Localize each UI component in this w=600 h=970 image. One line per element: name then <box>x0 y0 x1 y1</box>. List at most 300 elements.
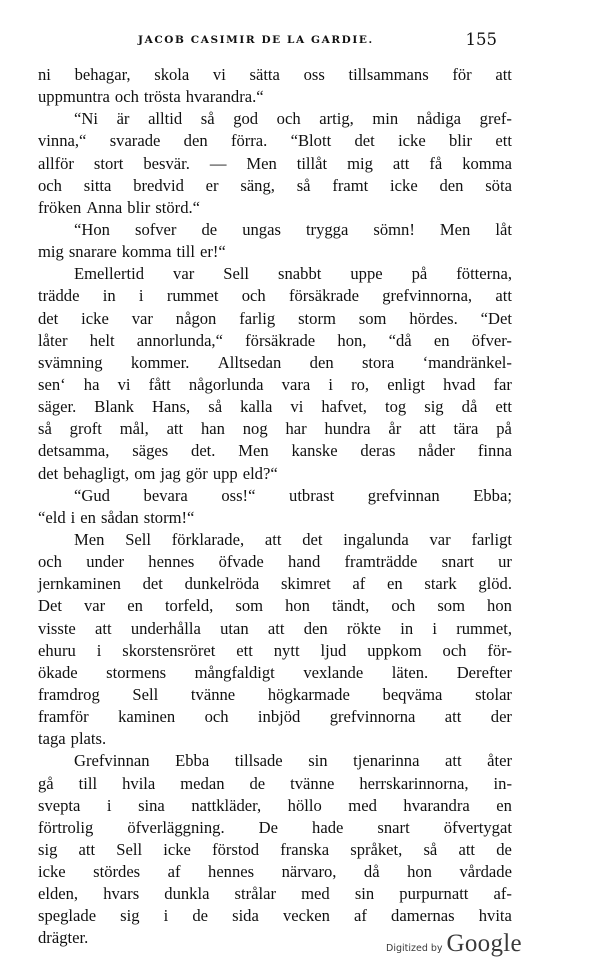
word: har <box>285 419 307 439</box>
word: hvita <box>478 906 512 926</box>
word: mål, <box>119 419 149 439</box>
word: mångfaldigt <box>194 662 275 682</box>
word: uppe <box>350 264 383 284</box>
word: så <box>423 839 438 859</box>
word: tillåt <box>296 153 328 173</box>
word: gå <box>38 773 54 793</box>
word: tog <box>384 397 407 417</box>
word: hade <box>312 817 344 837</box>
word: åter <box>487 751 512 771</box>
word: närvaro, <box>281 862 337 882</box>
word: inbjöd <box>257 707 301 727</box>
word: och <box>204 707 229 727</box>
word: Men <box>74 529 105 549</box>
word: hvad <box>443 374 476 394</box>
word: hennes <box>148 552 195 572</box>
word: i <box>138 286 144 306</box>
word: fötterna, <box>456 264 512 284</box>
word: framdrog <box>38 684 100 704</box>
word: beqväma <box>382 684 443 704</box>
word: vi <box>212 65 226 84</box>
text-line <box>38 463 512 485</box>
word: att <box>95 618 112 638</box>
word: kaminen <box>118 707 176 727</box>
word: var <box>84 596 106 616</box>
word: trygga <box>305 219 349 239</box>
word: någorlunda <box>188 374 264 394</box>
word: farlig <box>239 308 276 328</box>
word: besvär. <box>143 153 190 173</box>
word: att <box>78 839 96 859</box>
word: icke <box>163 839 191 859</box>
word: öfvertygat <box>443 817 512 837</box>
word: kanske <box>291 441 338 461</box>
word: hvarandra <box>403 795 470 815</box>
word: till <box>78 773 98 793</box>
word: som <box>358 308 387 328</box>
word: storm!“ <box>143 507 195 527</box>
word: öfvade <box>218 552 264 572</box>
word: han <box>200 419 225 439</box>
text-line <box>38 108 512 130</box>
word: så <box>38 419 52 439</box>
word: ljud <box>320 640 347 660</box>
word: någon <box>175 308 217 328</box>
word: hvarandra.“ <box>185 87 264 107</box>
word: Blank <box>94 397 134 417</box>
word: icke <box>390 175 418 195</box>
word: tändt, <box>331 596 370 616</box>
text-line <box>38 529 512 551</box>
page-number: 155 <box>465 30 497 49</box>
word: i <box>70 507 76 527</box>
word: i <box>163 906 169 926</box>
word: “eld <box>38 507 66 527</box>
word: visste <box>38 618 76 638</box>
word: vara <box>281 374 311 394</box>
word: det <box>38 308 59 328</box>
word: “Ni <box>74 109 98 129</box>
word: att <box>419 419 436 439</box>
word: snart <box>377 817 410 837</box>
word: de <box>192 906 209 926</box>
word: det <box>38 463 59 483</box>
word: er <box>205 175 219 195</box>
word: torfeld, <box>164 596 214 616</box>
word: Sell <box>223 264 250 284</box>
text-line <box>38 795 512 817</box>
word: De <box>258 817 278 837</box>
word: sina <box>138 795 165 815</box>
word: att <box>166 419 184 439</box>
word: utbrast <box>289 485 335 505</box>
word: Hans, <box>151 397 191 417</box>
word: blir <box>449 131 473 151</box>
word: ett <box>495 131 512 151</box>
word: farligt <box>471 529 512 549</box>
word: ingalunda <box>343 529 409 549</box>
word: säng, <box>240 175 275 195</box>
word: låter <box>38 330 68 350</box>
word: en <box>387 574 403 594</box>
text-line <box>38 773 512 795</box>
word: trösta <box>143 87 181 107</box>
word: försäkrade <box>288 286 359 306</box>
word: för- <box>487 640 512 660</box>
word: och <box>442 640 467 660</box>
word: dunkla <box>164 884 210 904</box>
word: sofver <box>134 219 177 239</box>
word: ehuru <box>38 640 76 660</box>
text-line <box>38 595 512 617</box>
word: att <box>444 707 462 727</box>
word: och <box>241 286 266 306</box>
word: elden, <box>38 884 79 904</box>
word: nåder <box>418 441 456 461</box>
word: plats. <box>70 729 107 749</box>
word: sätta <box>249 65 280 84</box>
word: helt <box>89 330 115 350</box>
text-line <box>38 352 512 374</box>
word: vi <box>290 397 304 417</box>
word: då <box>461 397 478 417</box>
word: deras <box>360 441 396 461</box>
word: framträdde <box>344 552 418 572</box>
word: “Gud <box>74 485 110 505</box>
word: hon <box>487 596 512 616</box>
word: att <box>458 839 476 859</box>
text-line <box>38 750 512 772</box>
word: den <box>439 175 464 195</box>
word: tillsammans <box>348 65 429 84</box>
word: öfverläggning. <box>127 817 225 837</box>
word: sömn! <box>373 219 415 239</box>
text-line <box>38 241 512 263</box>
word: öfver- <box>471 330 512 350</box>
text-line <box>38 308 512 330</box>
word: hundra <box>324 419 371 439</box>
text-line <box>38 440 512 462</box>
word: under <box>86 552 125 572</box>
text-line <box>38 485 512 507</box>
text-line <box>38 219 512 241</box>
text-line <box>38 285 512 307</box>
word: drägter. <box>38 928 89 948</box>
text-line <box>38 374 512 396</box>
word: hvars <box>103 884 140 904</box>
word: säger. <box>38 397 77 417</box>
word: är <box>116 109 130 129</box>
word: det <box>142 574 163 594</box>
word: säges <box>132 441 169 461</box>
word: icke <box>38 862 66 882</box>
word: och <box>276 109 301 129</box>
word: hon <box>285 596 310 616</box>
word: detsamma, <box>38 441 110 461</box>
word: att <box>392 153 410 173</box>
word: hennes <box>208 862 255 882</box>
word: ‘mandränkel- <box>422 352 512 372</box>
word: icke <box>398 131 426 151</box>
word: en <box>433 330 450 350</box>
word: Men <box>246 153 277 173</box>
word: Det <box>38 596 62 616</box>
word: som <box>437 596 466 616</box>
word: hon <box>407 862 432 882</box>
word: grefvinnorna, <box>382 286 473 306</box>
word: kalla <box>240 397 273 417</box>
word: vexlande <box>303 662 364 682</box>
word: som <box>235 596 264 616</box>
word: framför <box>38 707 89 727</box>
word: grefvinnan <box>367 485 440 505</box>
google-logo: Google <box>446 930 522 957</box>
word: så <box>296 175 311 195</box>
word: icke <box>81 308 109 328</box>
word: franska <box>280 839 330 859</box>
word: stormens <box>106 662 167 682</box>
word: fått <box>148 374 171 394</box>
word: den <box>309 352 334 372</box>
word: att <box>495 65 512 84</box>
word: annorlunda,“ <box>136 330 223 350</box>
text-line <box>38 396 512 418</box>
text-line <box>38 728 512 750</box>
word: att <box>495 286 512 306</box>
word: ro, <box>351 374 370 394</box>
word: “Hon <box>74 219 110 239</box>
word: om <box>134 463 156 483</box>
word: mig <box>38 242 64 262</box>
digitized-watermark <box>386 930 522 964</box>
word: i <box>328 374 333 394</box>
word: stora <box>361 352 395 372</box>
word: och <box>38 552 62 572</box>
word: då <box>363 862 380 882</box>
word: sin <box>354 884 375 904</box>
word: nattkläder, <box>191 795 262 815</box>
word: in <box>400 618 414 638</box>
word: speglade <box>38 906 97 926</box>
word: enligt <box>387 374 425 394</box>
text-line <box>38 684 512 706</box>
word: förra. <box>230 131 268 151</box>
word: trädde <box>38 286 80 306</box>
word: hafvet, <box>321 397 367 417</box>
text-line <box>38 330 512 352</box>
word: “då <box>388 330 412 350</box>
word: Anna <box>86 197 123 217</box>
word: alltid <box>148 109 183 129</box>
word: ett <box>236 640 253 660</box>
word: taga <box>38 729 66 749</box>
word: stark <box>424 574 457 594</box>
text-line <box>38 64 512 86</box>
word: fröken <box>38 197 82 217</box>
word: tära <box>453 419 479 439</box>
word: tjenarinna <box>353 751 420 771</box>
word: bevara <box>143 485 188 505</box>
text-line <box>38 130 512 152</box>
word: de <box>201 219 218 239</box>
text-line <box>38 618 512 640</box>
word: utan <box>220 618 249 638</box>
word: sig <box>424 397 444 417</box>
word: svepta <box>38 795 81 815</box>
word: sådan <box>100 507 139 527</box>
word: Derefter <box>456 662 512 682</box>
word: ha <box>83 374 100 394</box>
word: Grefvinnan <box>74 751 150 771</box>
word: den <box>303 618 328 638</box>
word: oss <box>303 65 325 84</box>
word: artig, <box>319 109 354 129</box>
word: en <box>496 795 512 815</box>
word: Emellertid <box>74 264 145 284</box>
word: tvänne <box>190 684 236 704</box>
word: var <box>173 264 195 284</box>
word: af <box>167 862 181 882</box>
word: i <box>106 795 112 815</box>
text-line <box>38 86 512 108</box>
word: förtrolig <box>38 817 94 837</box>
word: ökade <box>38 662 78 682</box>
word: eld?“ <box>242 463 278 483</box>
word: uppkom <box>367 640 422 660</box>
word: kommer. <box>130 352 190 372</box>
word: framt <box>332 175 369 195</box>
word: snabbt <box>278 264 322 284</box>
word: ungas <box>242 219 281 239</box>
word: att <box>445 751 462 771</box>
word: strålar <box>234 884 277 904</box>
word: vecken <box>282 906 330 926</box>
digitized-label: Digitized by <box>386 943 443 954</box>
word: skorstensröret <box>122 640 216 660</box>
word: tillsade <box>234 751 283 771</box>
word: till <box>176 242 195 262</box>
word: nog <box>242 419 268 439</box>
text-line <box>38 883 512 905</box>
word: var <box>131 308 153 328</box>
text-line <box>38 839 512 861</box>
text-line <box>38 551 512 573</box>
text-line <box>38 507 512 529</box>
word: de <box>496 839 512 859</box>
word: svämning <box>38 352 103 372</box>
word: der <box>490 707 512 727</box>
text-line <box>38 197 512 219</box>
word: hon, <box>337 330 367 350</box>
word: hvila <box>122 773 156 793</box>
word: de <box>249 773 266 793</box>
word: och <box>391 596 416 616</box>
word: nytt <box>273 640 300 660</box>
word: var <box>429 529 451 549</box>
word: Ebba; <box>473 485 512 505</box>
word: och <box>114 87 139 107</box>
word: få <box>429 153 443 173</box>
word: komma <box>462 153 512 173</box>
word: “Det <box>480 308 512 328</box>
word: Alltsedan <box>217 352 282 372</box>
word: sig <box>38 839 58 859</box>
word: — <box>209 153 227 173</box>
word: rummet <box>166 286 219 306</box>
text-line <box>38 153 512 175</box>
word: blir <box>127 197 151 217</box>
word: Sell <box>125 529 152 549</box>
word: högkarmade <box>267 684 350 704</box>
word: förstod <box>212 839 260 859</box>
word: nådiga <box>416 109 462 129</box>
word: den <box>183 131 208 151</box>
word: år <box>388 419 402 439</box>
word: sitta <box>83 175 112 195</box>
word: på <box>496 419 512 439</box>
running-head <box>38 24 565 50</box>
text-line <box>38 263 512 285</box>
word: att <box>264 529 282 549</box>
word: min <box>372 109 399 129</box>
word: med <box>348 795 377 815</box>
word: sida <box>232 906 259 926</box>
word: uppmuntra <box>38 87 110 107</box>
word: det. <box>191 441 216 461</box>
word: finna <box>477 441 512 461</box>
word: ur <box>498 552 512 572</box>
word: sin <box>308 751 328 771</box>
text-line <box>38 662 512 684</box>
word: förklarade, <box>171 529 245 549</box>
word: in <box>102 286 116 306</box>
word: så <box>200 109 215 129</box>
word: Ebba <box>175 751 210 771</box>
word: Sell <box>116 839 143 859</box>
word: för <box>452 65 472 84</box>
word: behagligt, <box>63 463 130 483</box>
word: oss!“ <box>221 485 256 505</box>
word: Sell <box>132 684 159 704</box>
text-line <box>38 905 512 927</box>
word: god <box>233 109 259 129</box>
word: ni <box>38 65 51 84</box>
word: sen‘ <box>38 374 66 394</box>
word: skola <box>154 65 190 84</box>
word: af <box>352 574 366 594</box>
word: vinna,“ <box>38 131 87 151</box>
word: purpurnatt <box>399 884 469 904</box>
word: “Blott <box>290 131 332 151</box>
word: medan <box>180 773 225 793</box>
word: rökte <box>346 618 381 638</box>
word: jag <box>160 463 181 483</box>
word: upp <box>212 463 238 483</box>
word: vi <box>117 374 131 394</box>
word: af- <box>493 884 512 904</box>
word: herrskarinnorna, <box>359 773 469 793</box>
text-line <box>38 817 512 839</box>
word: in- <box>493 773 512 793</box>
word: underhålla <box>130 618 201 638</box>
word: mig <box>347 153 373 173</box>
word: stolar <box>475 684 512 704</box>
word: af <box>354 906 367 926</box>
word: svarade <box>109 131 161 151</box>
body-text <box>38 64 512 950</box>
word: låt <box>495 219 512 239</box>
word: det <box>354 131 375 151</box>
